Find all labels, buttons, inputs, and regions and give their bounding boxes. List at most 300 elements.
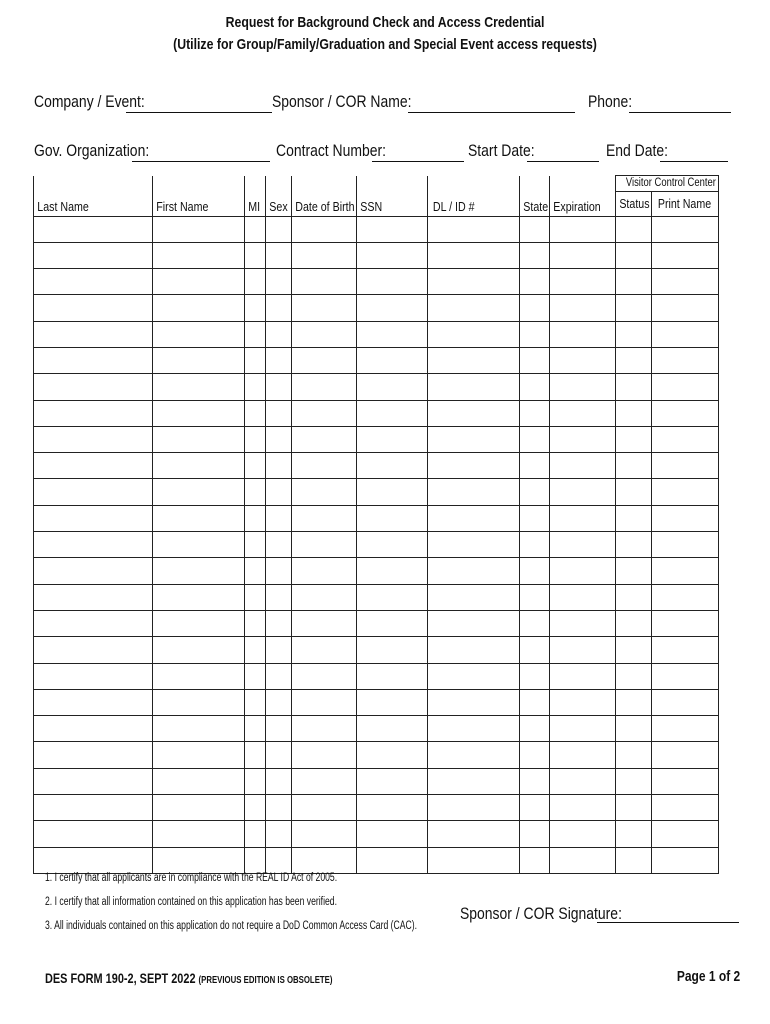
table-cell[interactable] [357,742,428,768]
table-cell[interactable] [34,242,153,268]
table-cell[interactable] [34,347,153,373]
table-cell[interactable] [34,689,153,715]
table-cell[interactable] [428,768,520,794]
table-cell[interactable] [550,269,616,295]
table-cell[interactable] [245,216,266,242]
table-cell[interactable] [357,795,428,821]
table-cell[interactable] [520,242,550,268]
table-cell[interactable] [428,637,520,663]
table-cell[interactable] [550,689,616,715]
table-cell[interactable] [550,426,616,452]
col-header-dl-id: DL / ID # [428,176,520,217]
table-cell[interactable] [616,584,652,610]
table-cell[interactable] [616,400,652,426]
table-cell[interactable] [520,295,550,321]
table-cell[interactable] [245,584,266,610]
table-cell[interactable] [245,558,266,584]
table-cell[interactable] [357,479,428,505]
table-cell[interactable] [652,663,719,689]
table-cell[interactable] [153,558,245,584]
table-row [34,821,719,847]
table-cell[interactable] [520,742,550,768]
table-cell[interactable] [266,505,292,531]
table-cell[interactable] [153,584,245,610]
table-cell[interactable] [245,742,266,768]
table-cell[interactable] [357,768,428,794]
table-cell[interactable] [652,479,719,505]
table-cell[interactable] [266,269,292,295]
table-cell[interactable] [292,663,357,689]
table-cell[interactable] [34,426,153,452]
table-cell[interactable] [357,532,428,558]
table-cell[interactable] [34,295,153,321]
table-cell[interactable] [34,795,153,821]
table-cell[interactable] [34,610,153,636]
table-cell[interactable] [652,269,719,295]
table-cell[interactable] [520,505,550,531]
header-fields-row-1 [0,92,770,116]
col-header-mi: MI [245,176,266,217]
table-cell[interactable] [428,716,520,742]
table-cell[interactable] [153,663,245,689]
table-cell[interactable] [245,716,266,742]
table-cell[interactable] [550,479,616,505]
table-cell[interactable] [550,374,616,400]
table-row [34,216,719,242]
table-cell[interactable] [550,768,616,794]
table-cell[interactable] [245,374,266,400]
table-cell[interactable] [34,321,153,347]
table-cell[interactable] [357,637,428,663]
table-cell[interactable] [153,610,245,636]
table-row [34,269,719,295]
table-cell[interactable] [652,742,719,768]
table-cell[interactable] [34,505,153,531]
table-cell[interactable] [550,847,616,873]
table-cell[interactable] [520,663,550,689]
table-cell[interactable] [520,821,550,847]
table-cell[interactable] [428,269,520,295]
table-cell[interactable] [616,532,652,558]
table-cell[interactable] [652,795,719,821]
phone-field[interactable] [629,112,731,113]
table-cell[interactable] [266,558,292,584]
table-cell[interactable] [616,479,652,505]
table-cell[interactable] [550,453,616,479]
table-cell[interactable] [292,716,357,742]
table-cell[interactable] [428,558,520,584]
table-cell[interactable] [357,689,428,715]
table-cell[interactable] [245,479,266,505]
table-cell[interactable] [153,716,245,742]
table-cell[interactable] [245,637,266,663]
table-cell[interactable] [616,505,652,531]
table-cell[interactable] [428,505,520,531]
table-cell[interactable] [153,532,245,558]
table-cell[interactable] [357,716,428,742]
table-cell[interactable] [550,400,616,426]
table-cell[interactable] [616,847,652,873]
table-cell[interactable] [245,295,266,321]
table-cell[interactable] [245,795,266,821]
table-cell[interactable] [357,269,428,295]
table-cell[interactable] [34,269,153,295]
table-cell[interactable] [616,558,652,584]
table-cell[interactable] [520,768,550,794]
table-cell[interactable] [266,321,292,347]
table-cell[interactable] [292,374,357,400]
table-cell[interactable] [550,321,616,347]
table-cell[interactable] [357,216,428,242]
table-cell[interactable] [550,742,616,768]
table-cell[interactable] [616,742,652,768]
table-cell[interactable] [357,242,428,268]
table-cell[interactable] [34,374,153,400]
table-cell[interactable] [153,768,245,794]
table-cell[interactable] [292,689,357,715]
table-cell[interactable] [616,821,652,847]
table-cell[interactable] [428,532,520,558]
table-cell[interactable] [428,295,520,321]
table-cell[interactable] [266,347,292,373]
table-cell[interactable] [153,426,245,452]
table-cell[interactable] [652,453,719,479]
table-cell[interactable] [428,347,520,373]
table-cell[interactable] [357,505,428,531]
table-cell[interactable] [616,689,652,715]
table-cell[interactable] [357,426,428,452]
table-cell[interactable] [652,374,719,400]
table-cell[interactable] [245,347,266,373]
table-cell[interactable] [34,453,153,479]
table-cell[interactable] [357,453,428,479]
table-cell[interactable] [550,558,616,584]
table-cell[interactable] [153,400,245,426]
table-cell[interactable] [153,295,245,321]
sponsor-name-field[interactable] [408,112,575,113]
table-cell[interactable] [292,795,357,821]
table-cell[interactable] [550,242,616,268]
table-cell[interactable] [292,505,357,531]
company-event-label: Company / Event: [34,92,145,111]
table-cell[interactable] [266,216,292,242]
table-cell[interactable] [520,269,550,295]
table-cell[interactable] [153,742,245,768]
table-cell[interactable] [520,532,550,558]
table-cell[interactable] [550,795,616,821]
table-cell[interactable] [652,637,719,663]
table-cell[interactable] [550,716,616,742]
table-cell[interactable] [266,821,292,847]
table-cell[interactable] [266,426,292,452]
table-cell[interactable] [34,400,153,426]
end-date-label: End Date: [606,141,668,160]
table-cell[interactable] [616,795,652,821]
table-cell[interactable] [266,532,292,558]
table-cell[interactable] [520,610,550,636]
table-cell[interactable] [616,716,652,742]
table-cell[interactable] [357,321,428,347]
table-cell[interactable] [266,584,292,610]
table-cell[interactable] [616,610,652,636]
table-cell[interactable] [357,374,428,400]
table-cell[interactable] [550,584,616,610]
table-cell[interactable] [652,505,719,531]
table-cell[interactable] [652,558,719,584]
form-title: Request for Background Check and Access Credential [225,14,545,31]
table-cell[interactable] [616,426,652,452]
table-cell[interactable] [34,532,153,558]
table-cell[interactable] [153,689,245,715]
table-cell[interactable] [153,479,245,505]
table-cell[interactable] [520,400,550,426]
table-cell[interactable] [652,400,719,426]
table-cell[interactable] [357,821,428,847]
table-cell[interactable] [34,742,153,768]
table-cell[interactable] [153,216,245,242]
table-cell[interactable] [550,663,616,689]
table-cell[interactable] [428,374,520,400]
table-cell[interactable] [550,532,616,558]
table-cell[interactable] [292,400,357,426]
applicant-table [33,175,719,874]
table-cell[interactable] [153,453,245,479]
table-cell[interactable] [616,768,652,794]
table-cell[interactable] [616,374,652,400]
table-cell[interactable] [428,742,520,768]
table-cell[interactable] [292,242,357,268]
table-cell[interactable] [34,716,153,742]
table-cell[interactable] [550,347,616,373]
table-cell[interactable] [266,295,292,321]
table-cell[interactable] [153,242,245,268]
table-cell[interactable] [550,505,616,531]
table-row [34,637,719,663]
table-cell[interactable] [652,689,719,715]
table-cell[interactable] [266,637,292,663]
table-row [34,505,719,531]
table-cell[interactable] [428,400,520,426]
table-cell[interactable] [292,610,357,636]
table-cell[interactable] [616,242,652,268]
table-cell[interactable] [357,610,428,636]
table-cell[interactable] [266,242,292,268]
table-cell[interactable] [520,716,550,742]
contract-number-label: Contract Number: [276,141,387,160]
table-cell[interactable] [245,505,266,531]
table-cell[interactable] [357,400,428,426]
table-cell[interactable] [652,610,719,636]
table-cell[interactable] [266,663,292,689]
table-row [34,610,719,636]
table-row [34,479,719,505]
table-cell[interactable] [245,400,266,426]
table-cell[interactable] [292,347,357,373]
table-cell[interactable] [34,768,153,794]
table-cell[interactable] [34,821,153,847]
table-row [34,400,719,426]
company-event-field[interactable] [126,112,272,113]
table-cell[interactable] [520,426,550,452]
page-number: Page 1 of 2 [676,968,740,985]
table-cell[interactable] [652,716,719,742]
table-cell[interactable] [34,663,153,689]
col-header-sex: Sex [266,176,292,217]
table-cell[interactable] [616,295,652,321]
table-cell[interactable] [153,269,245,295]
table-cell[interactable] [266,453,292,479]
table-cell[interactable] [245,821,266,847]
table-cell[interactable] [550,610,616,636]
table-cell[interactable] [34,479,153,505]
table-cell[interactable] [652,821,719,847]
table-cell[interactable] [245,768,266,794]
table-cell[interactable] [34,558,153,584]
table-cell[interactable] [520,637,550,663]
start-date-label: Start Date: [468,141,535,160]
table-cell[interactable] [292,295,357,321]
table-cell[interactable] [520,216,550,242]
table-cell[interactable] [153,321,245,347]
table-cell[interactable] [292,453,357,479]
form-identifier [45,970,332,986]
table-cell[interactable] [652,426,719,452]
end-date-field[interactable] [660,161,728,162]
table-cell[interactable] [153,637,245,663]
table-cell[interactable] [520,795,550,821]
table-cell[interactable] [616,216,652,242]
table-cell[interactable] [357,663,428,689]
table-cell[interactable] [153,821,245,847]
table-cell[interactable] [245,663,266,689]
table-cell[interactable] [357,347,428,373]
table-cell[interactable] [292,426,357,452]
table-cell[interactable] [266,716,292,742]
table-cell[interactable] [292,558,357,584]
table-cell[interactable] [266,689,292,715]
table-cell[interactable] [428,453,520,479]
table-cell[interactable] [520,453,550,479]
gov-org-field[interactable] [132,161,270,162]
table-cell[interactable] [153,505,245,531]
table-cell[interactable] [652,532,719,558]
table-cell[interactable] [652,847,719,873]
contract-number-field[interactable] [372,161,464,162]
table-cell[interactable] [520,479,550,505]
table-cell[interactable] [153,347,245,373]
table-cell[interactable] [34,216,153,242]
table-cell[interactable] [520,347,550,373]
table-cell[interactable] [266,795,292,821]
table-cell[interactable] [292,821,357,847]
table-cell[interactable] [652,216,719,242]
table-cell[interactable] [550,821,616,847]
table-cell[interactable] [652,242,719,268]
table-cell[interactable] [292,321,357,347]
table-cell[interactable] [616,321,652,347]
table-cell[interactable] [266,374,292,400]
table-cell[interactable] [550,295,616,321]
table-cell[interactable] [616,637,652,663]
table-cell[interactable] [652,321,719,347]
table-cell[interactable] [428,584,520,610]
table-cell[interactable] [428,426,520,452]
table-cell[interactable] [428,663,520,689]
table-cell[interactable] [153,795,245,821]
table-cell[interactable] [428,479,520,505]
table-cell[interactable] [266,768,292,794]
table-cell[interactable] [550,637,616,663]
table-cell[interactable] [245,453,266,479]
table-cell[interactable] [652,295,719,321]
table-cell[interactable] [292,479,357,505]
table-cell[interactable] [245,532,266,558]
table-cell[interactable] [520,584,550,610]
table-cell[interactable] [652,768,719,794]
col-header-expiration: Expiration [550,176,616,217]
table-cell[interactable] [292,768,357,794]
table-cell[interactable] [616,269,652,295]
table-cell[interactable] [428,795,520,821]
table-cell[interactable] [245,321,266,347]
table-cell[interactable] [616,347,652,373]
table-cell[interactable] [428,689,520,715]
table-cell[interactable] [520,689,550,715]
table-cell[interactable] [292,532,357,558]
table-cell[interactable] [153,374,245,400]
table-cell[interactable] [520,374,550,400]
table-cell[interactable] [357,584,428,610]
table-cell[interactable] [428,242,520,268]
form-subtitle: (Utilize for Group/Family/Graduation and Special Event access requests) [173,36,597,53]
table-cell[interactable] [245,269,266,295]
table-cell[interactable] [292,637,357,663]
table-cell[interactable] [245,426,266,452]
table-cell[interactable] [357,558,428,584]
table-cell[interactable] [428,610,520,636]
table-cell[interactable] [34,584,153,610]
table-cell[interactable] [652,584,719,610]
table-row [34,295,719,321]
table-cell[interactable] [292,584,357,610]
table-cell[interactable] [292,742,357,768]
table-cell[interactable] [616,453,652,479]
table-cell[interactable] [245,242,266,268]
table-cell[interactable] [616,663,652,689]
table-cell[interactable] [357,295,428,321]
table-cell[interactable] [652,347,719,373]
table-cell[interactable] [292,216,357,242]
table-cell[interactable] [520,321,550,347]
table-cell[interactable] [245,689,266,715]
table-cell[interactable] [266,610,292,636]
sponsor-signature-field[interactable] [597,922,739,923]
table-cell[interactable] [245,610,266,636]
table-cell[interactable] [428,216,520,242]
form-id: DES FORM 190-2, SEPT 2022 [45,970,196,986]
start-date-field[interactable] [527,161,599,162]
table-cell[interactable] [292,269,357,295]
table-cell[interactable] [266,479,292,505]
table-cell[interactable] [428,321,520,347]
table-cell[interactable] [520,558,550,584]
table-cell[interactable] [266,742,292,768]
table-row [34,742,719,768]
table-cell[interactable] [428,821,520,847]
table-cell[interactable] [34,637,153,663]
table-cell[interactable] [266,400,292,426]
table-cell[interactable] [550,216,616,242]
